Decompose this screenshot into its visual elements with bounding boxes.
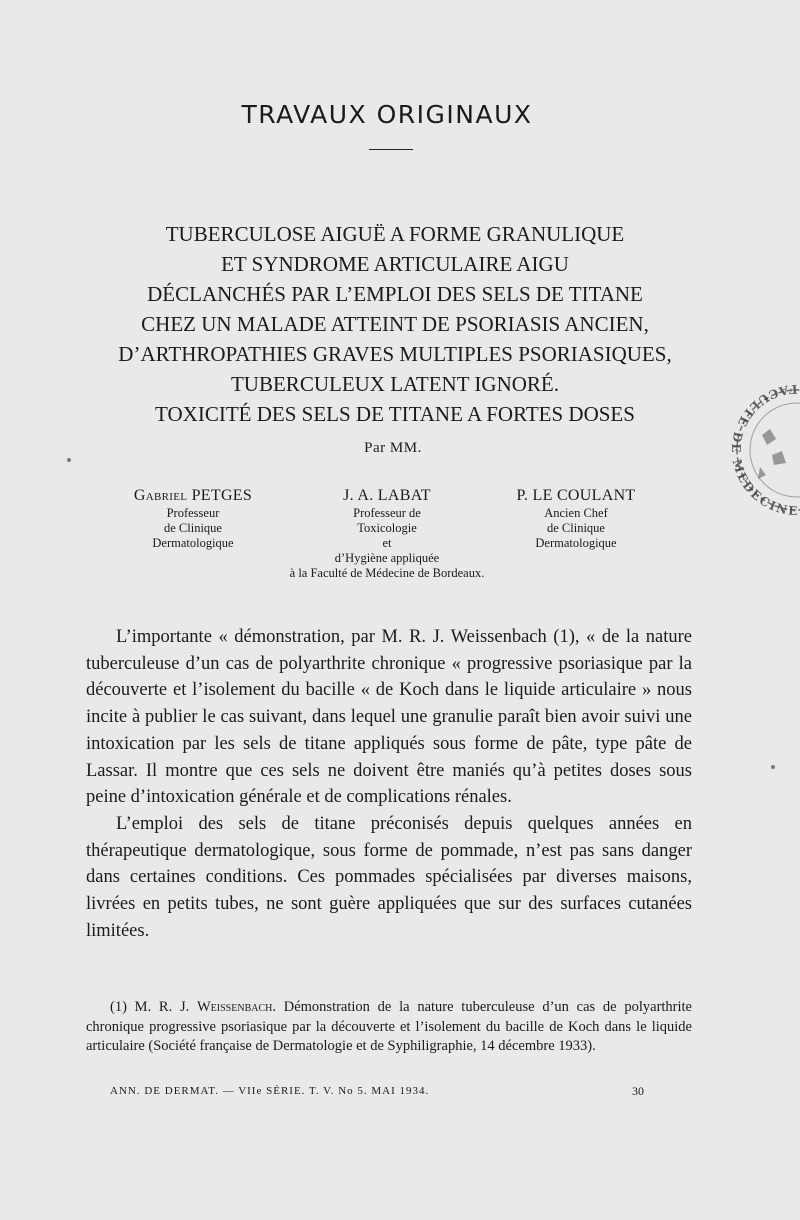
author-title-line: Professeur [166, 506, 220, 520]
paper-speck [771, 765, 775, 769]
article-title-line: TOXICITÉ DES SELS DE TITANE A FORTES DOSES [155, 402, 635, 426]
author-title-line: Dermatologique [152, 536, 234, 550]
article-title-line: TUBERCULOSE AIGUË A FORME GRANULIQUE [165, 222, 625, 246]
library-stamp [702, 355, 800, 540]
author-title-line: d’Hygiène appliquée [334, 551, 440, 565]
author-name [118, 486, 268, 506]
svg-text:FACULTE DE MEDECINE [729, 382, 800, 518]
author-labat [262, 486, 512, 566]
article-title-line: D’ARTHROPATHIES GRAVES MULTIPLES PSORIASIQUES, [118, 342, 672, 366]
author-name: P. LE COULANT [516, 487, 636, 504]
faculty-affiliation: à la Faculté de Médecine de Bordeaux. [289, 566, 485, 580]
article-body [86, 624, 692, 944]
author-title-line: et [382, 536, 392, 550]
author-title-line: Professeur de [353, 506, 421, 520]
author-last-name: PETGES [191, 487, 253, 504]
author-name: J. A. LABAT [343, 487, 431, 504]
author-le-coulant [495, 486, 657, 551]
body-paragraph: L’emploi des sels de titane préconisés depuis quelques années en thérapeutique dermatologique, sous forme de pommade, n’est pas sans danger dans certaines conditions. Ces pommades spécialisées par diverses maisons, livrées en petits tubes, ne sont guère appliquées que sur des surfaces cutanées limitées. [86, 813, 692, 941]
footnote [86, 998, 692, 1057]
page-number: 30 [632, 1084, 644, 1098]
author-title-line: de Clinique [547, 521, 605, 535]
section-title: TRAVAUX ORIGINAUX [241, 100, 533, 129]
article-title-line: DÉCLANCHÉS PAR L’EMPLOI DES SELS DE TITANE [147, 282, 643, 306]
article-title-line: CHEZ UN MALADE ATTEINT DE PSORIASIS ANCIEN, [141, 312, 649, 336]
article-title-line: ET SYNDROME ARTICULAIRE AIGU [221, 252, 569, 276]
author-title-line: de Clinique [164, 521, 222, 535]
title-divider [369, 149, 413, 150]
footnote-marker: (1) M. R. J. [110, 999, 190, 1015]
stamp-text: FACULTE DE MEDECINE [728, 381, 800, 519]
article-title [0, 219, 790, 429]
byline-intro: Par MM. [364, 440, 422, 456]
author-first-name: Gabriel [133, 487, 188, 504]
footnote-author: Weissenbach. [197, 999, 276, 1015]
author-title-line: Ancien Chef [544, 506, 608, 520]
running-footer: ANN. DE DERMAT. — VIIe SÉRIE. T. V. No 5. MAI 1934. [110, 1085, 430, 1097]
author-petges [118, 486, 268, 551]
article-title-line: TUBERCULEUX LATENT IGNORÉ. [230, 372, 559, 396]
footnote-text: Démonstration de la nature tuberculeuse d’un cas de polyarthrite chronique progressive psoriasique par la découverte et l’isolement du bacille de Koch dans le liquide articulaire (Société française de Dermatologie et de Syphiligraphie, 14 décembre 1933). [86, 999, 692, 1054]
author-title-line: Toxicologie [357, 521, 417, 535]
author-title-line: Dermatologique [535, 536, 617, 550]
paper-speck [67, 458, 71, 462]
body-paragraph: L’importante « démonstration, par M. R. J. Weissenbach (1), « de la nature tuberculeuse d’un cas de polyarthrite chronique « progressive psoriasique par la découverte et l’isolement du bacille « de Koch dans le liquide articulaire » nous incite à publier le cas suivant, dans lequel une granulie paraît bien avoir suivi une intoxication par les sels de titane appliqués sous forme de pâte, type pâte de Lassar. Il montre que ces sels ne doivent être maniés qu’à petites doses sous peine d’intoxication générale et de complications rénales. [86, 627, 692, 808]
